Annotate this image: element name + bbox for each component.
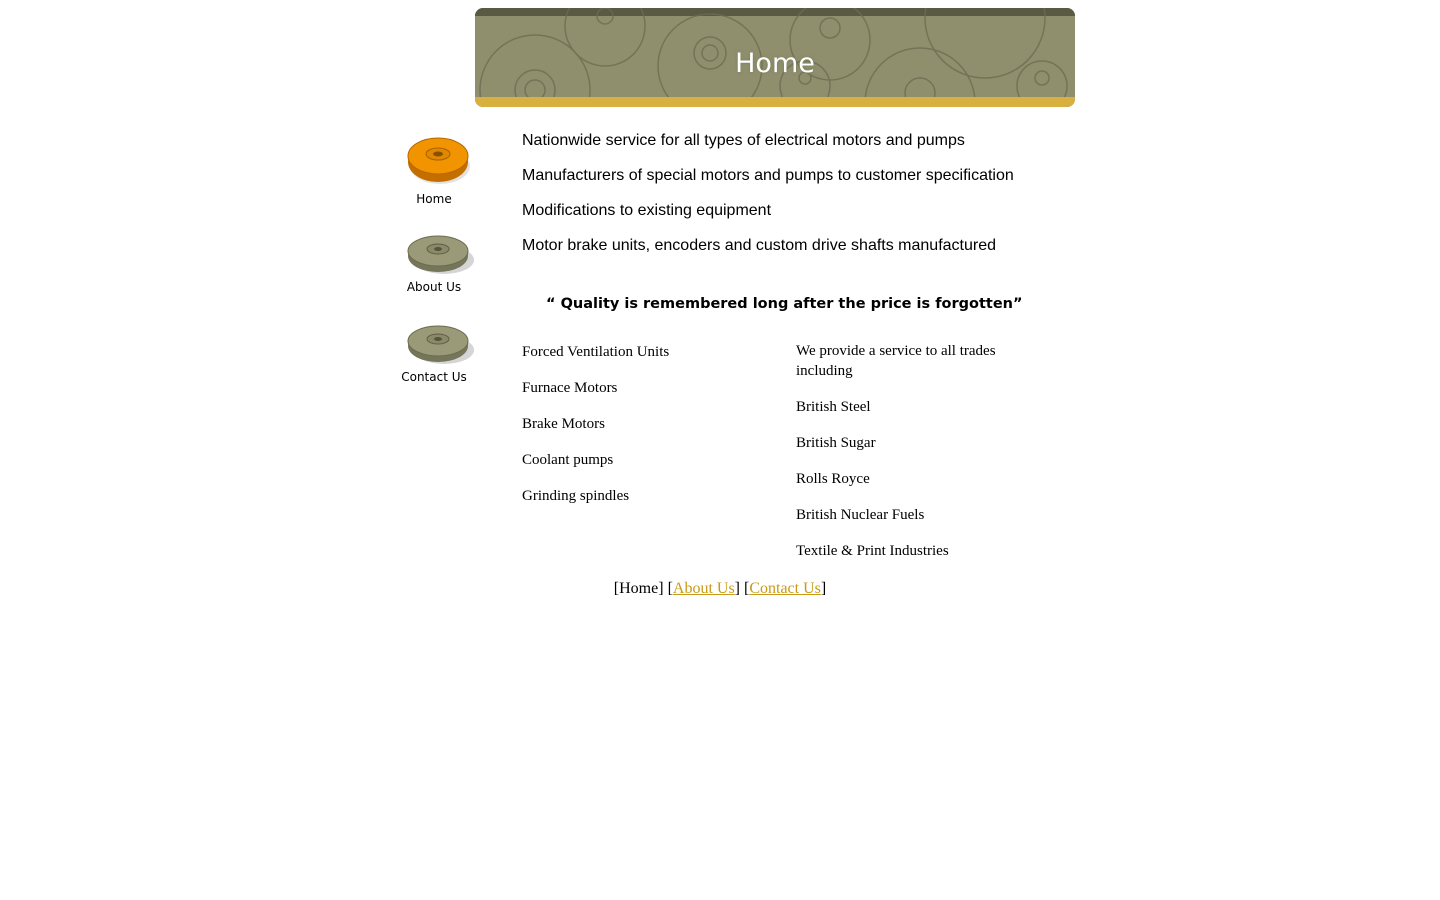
service-item: Manufacturers of special motors and pumps to customer specification (522, 167, 1014, 184)
service-item: Motor brake units, encoders and custom drive shafts manufactured (522, 237, 997, 254)
orange-gear-icon (394, 136, 474, 188)
footer-home-current: Home (619, 580, 659, 597)
nav-about-us[interactable] (389, 234, 479, 294)
grey-gear-icon (394, 234, 474, 276)
footer-nav: [Home] [About Us] [Contact Us] (613, 580, 827, 597)
footer-contact-link[interactable]: Contact Us (749, 580, 821, 597)
client-item: British Nuclear Fuels (796, 507, 925, 523)
nav-contact-us[interactable] (389, 324, 479, 384)
clients-list (796, 341, 1016, 577)
service-item: Modifications to existing equipment (522, 202, 772, 219)
nav-contact-us-label: Contact Us (401, 370, 467, 384)
clients-intro: We provide a service to all trades including (796, 343, 996, 379)
page-title: Home (735, 48, 815, 79)
quote: “ Quality is remembered long after the price is forgotten” (546, 296, 1023, 312)
nav-home-label: Home (416, 192, 452, 206)
product-item: Coolant pumps (522, 452, 614, 468)
nav-about-us-label: About Us (406, 280, 462, 294)
nav-home[interactable] (389, 136, 479, 206)
products-list (522, 342, 772, 522)
grey-gear-icon (394, 324, 474, 366)
product-item: Brake Motors (522, 416, 605, 432)
product-item: Forced Ventilation Units (522, 344, 670, 360)
footer-about-link[interactable]: About Us (672, 580, 735, 597)
service-item: Nationwide service for all types of electrical motors and pumps (522, 132, 965, 149)
header-banner (475, 8, 1075, 107)
client-item: Textile & Print Industries (796, 543, 949, 559)
client-item: Rolls Royce (796, 471, 870, 487)
client-item: British Steel (796, 399, 871, 415)
product-item: Grinding spindles (522, 488, 630, 504)
services-list (522, 130, 1062, 270)
product-item: Furnace Motors (522, 380, 618, 396)
client-item: British Sugar (796, 435, 876, 451)
